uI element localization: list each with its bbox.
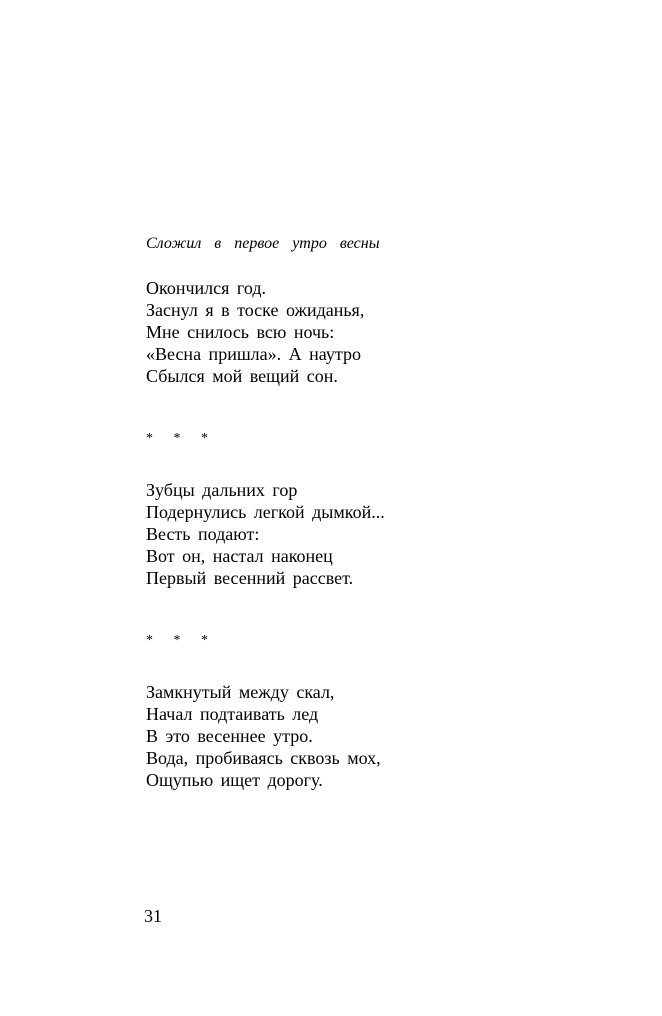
stanza2-line-1: Зубцы дальних гор (146, 480, 298, 500)
stanza1-line-4: «Весна пришла». А наутро (146, 344, 361, 364)
stanza3-line-2: Начал подтаивать лед (146, 704, 319, 724)
stanza1-line-3: Мне снилось всю ночь: (146, 322, 335, 342)
stanza1-line-1: Окончился год. (146, 278, 266, 298)
stanza2-line-3: Весть подают: (146, 524, 260, 544)
stanza-separator-2: * * * (146, 633, 215, 648)
stanza1-line-5: Сбылся мой вещий сон. (146, 366, 338, 386)
stanza3-line-4: Вода, пробиваясь сквозь мох, (146, 748, 381, 768)
stanza2-line-5: Первый весенний рассвет. (146, 568, 354, 588)
stanza-separator-1: * * * (146, 431, 215, 446)
page-number: 31 (144, 906, 162, 926)
stanza3-line-1: Замкнутый между скал, (146, 682, 335, 702)
stanza3-line-5: Ощупью ищет дорогу. (146, 770, 323, 790)
stanza3-line-3: В это весеннее утро. (146, 726, 313, 746)
stanza2-line-2: Подернулись легкой дымкой... (146, 502, 385, 522)
stanza1-line-2: Заснул я в тоске ожиданья, (146, 300, 365, 320)
poem-title: Сложил в первое утро весны (146, 235, 380, 252)
stanza2-line-4: Вот он, настал наконец (146, 546, 333, 566)
